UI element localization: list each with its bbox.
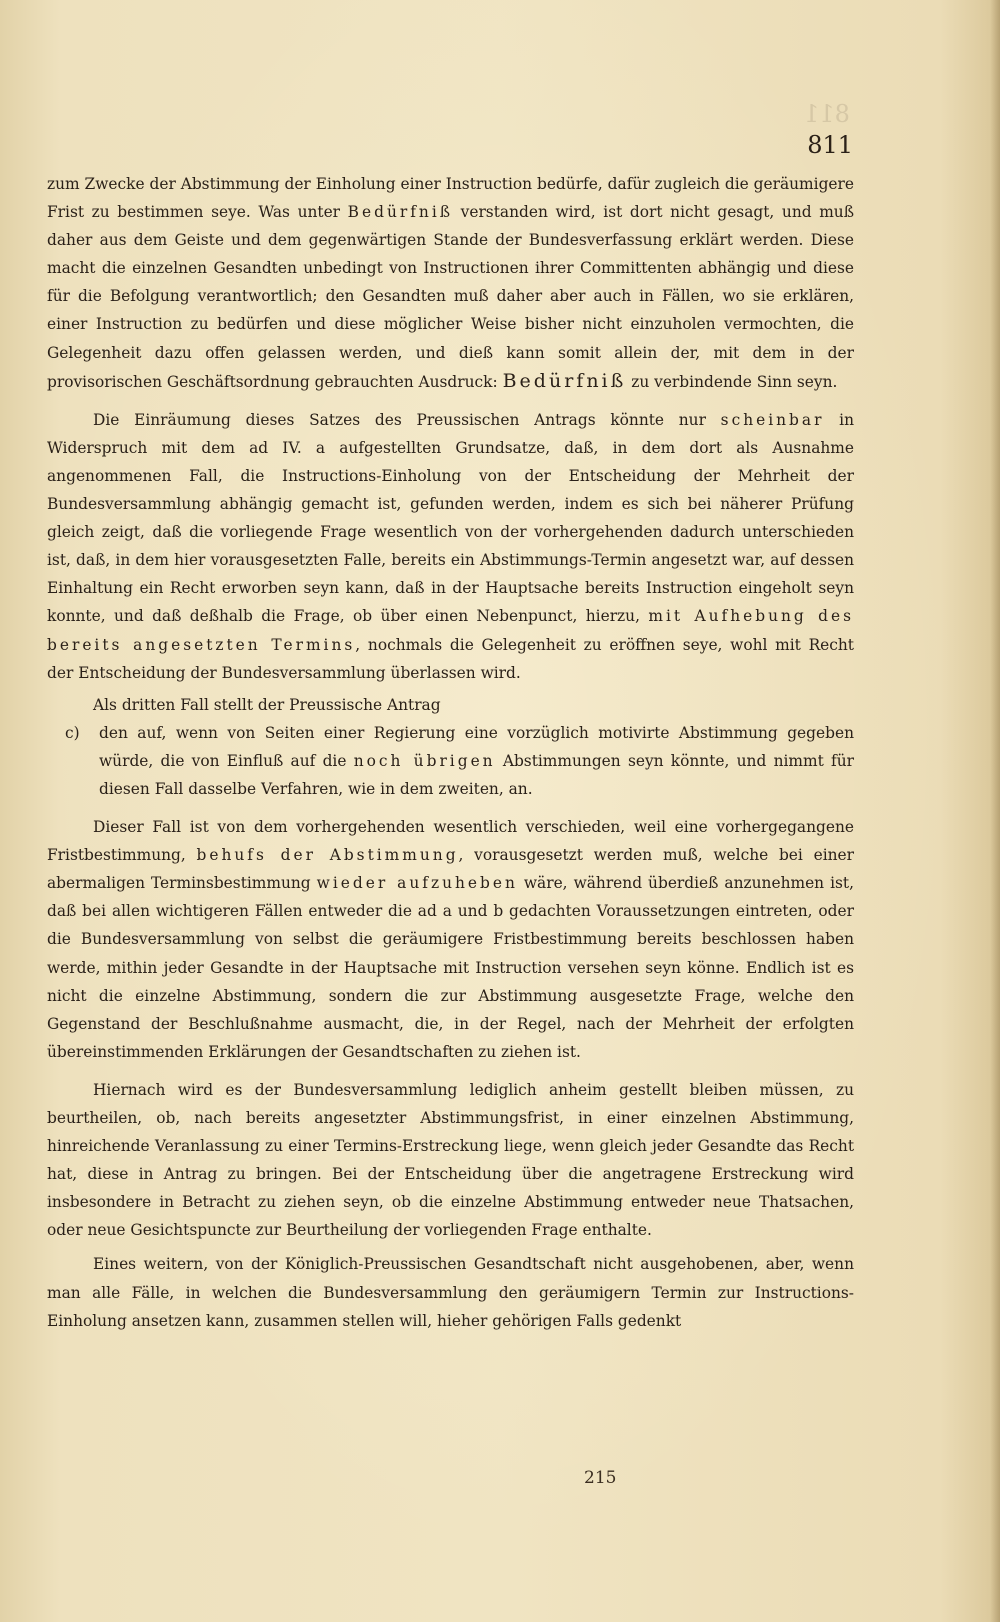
- body-text: [47, 170, 854, 1335]
- emphasis-noch-uebrigen: noch übrigen: [353, 751, 496, 770]
- list-marker: c): [65, 723, 80, 742]
- bleed-through-folio: 811: [804, 100, 850, 128]
- emphasis-behufs: behufs der Abstimmung: [196, 846, 459, 865]
- page-edge-shadow: [990, 0, 1000, 1622]
- emphasis-beduerfniss-large: Bedürfniß: [502, 369, 627, 392]
- list-item-c: c) den auf, wenn von Seiten einer Regierung eine vorzüglich motivirte Abstimmung gegeben würde, die von Einfluß auf die noch übrigen Abstimmungen seyn könnte, und nimmt für diesen Fall dasselbe Verfahren, wie in dem zweiten, an.: [47, 719, 854, 803]
- emphasis-scheinbar: scheinbar: [720, 410, 825, 429]
- emphasis-beduerfniss: Bedürfniß: [347, 203, 454, 222]
- page-number: 811: [807, 131, 853, 159]
- emphasis-aufhebung: mit Aufhebung des bereits angesetzten Termins: [47, 607, 855, 654]
- paragraph-5: Hiernach wird es der Bundesversammlung lediglich anheim gestellt bleiben müssen, zu beurtheilen, ob, nach bereits angesetzter Abstimmungsfrist, in einer einzelnen Abstimmung, hinreichende Veranlassung zu einer Termins-Erstreckung liege, wenn gleich jeder Gesandte das Recht hat, diese in Antrag zu bringen. Bei der Entscheidung über die angetragene Erstreckung wird insbesondere in Betracht zu ziehen seyn, ob die einzelne Abstimmung entweder neue Thatsachen, oder neue Gesichtspuncte zur Beurtheilung der vorliegenden Frage enthalte.: [47, 1080, 854, 1240]
- paragraph-2: Die Einräumung dieses Satzes des Preussischen Antrags könnte nur scheinbar in Widerspruch mit dem ad IV. a aufgestellten Grundsatze, daß, in dem dort als Ausnahme angenommenen Fall, die Instructions-Einholung von der Entscheidung der Mehrheit der Bundesversammlung abhängig gemacht ist, gefunden werden, indem es sich bei näherer Prüfung gleich zeigt, daß die vorliegende Frage wesentlich von der vorhergehenden dadurch unterschieden ist, daß, in dem hier vorausgesetzten Falle, bereits ein Abstimmungs-Termin angesetzt war, auf dessen Einhaltung ein Recht erworben seyn kann, daß in der Hauptsache bereits Instruction eingeholt seyn konnte, und daß deßhalb die Frage, ob über einen Nebenpunct, hierzu, mit Aufhebung des bereits angesetzten Termins, nochmals die Gelegenheit zu eröffnen seye, wohl mit Recht der Entscheidung der Bundesversammlung überlassen wird.: [47, 410, 855, 682]
- paragraph-3: Als dritten Fall stellt der Preussische Antrag: [93, 695, 441, 714]
- signature-mark: 215: [584, 1468, 617, 1488]
- paragraph-4: Dieser Fall ist von dem vorhergehenden wesentlich verschieden, weil eine vorhergegangene Fristbestimmung, behufs der Abstimmung, vorausgesetzt werden muß, welche bei einer abermaligen Terminsbestimmung wieder aufzuheben wäre, während überdieß anzunehmen ist, daß bei allen wichtigeren Fällen entweder die ad a und b gedachten Voraussetzungen eintreten, oder die Bundesversammlung von selbst die geräumigere Fristbestimmung bereits beschlossen haben werde, mithin jeder Gesandte in der Hauptsache mit Instruction versehen seyn könne. Endlich ist es nicht die einzelne Abstimmung, sondern die zur Abstimmung ausgesetzte Frage, welche den Gegenstand der Beschlußnahme ausmacht, die, in der Regel, nach der Mehrheit der erfolgten übereinstimmenden Erklärungen der Gesandtschaften zu ziehen ist.: [47, 818, 854, 1061]
- paragraph-6: Eines weitern, von der Königlich-Preussischen Gesandtschaft nicht ausgehobenen, aber, wenn man alle Fälle, in welchen die Bundesversammlung den geräumigern Termin zur Instructions-Einholung ansetzen kann, zusammen stellen will, hieher gehörigen Falls gedenkt: [47, 1255, 854, 1330]
- paragraph-1: zum Zwecke der Abstimmung der Einholung einer Instruction bedürfe, dafür zugleich die geräumigere Frist zu bestimmen seye. Was unter Bedürfniß verstanden wird, ist dort nicht gesagt, und muß daher aus dem Geiste und dem gegenwärtigen Stande der Bundesverfassung erklärt werden. Diese macht die einzelnen Gesandten unbedingt von Instructionen ihrer Committenten abhängig und diese für die Befolgung verantwortlich; den Gesandten muß daher aber auch in Fällen, wo sie erklären, einer Instruction zu bedürfen und diese möglicher Weise bisher nicht einzuholen vermochten, die Gelegenheit dazu offen gelassen werden, und dieß kann somit allein der, mit dem in der provisorischen Geschäftsordnung gebrauchten Ausdruck: Bedürfniß zu verbindende Sinn seyn.: [47, 175, 854, 392]
- emphasis-wieder-aufzuheben: wieder aufzuheben: [316, 874, 518, 893]
